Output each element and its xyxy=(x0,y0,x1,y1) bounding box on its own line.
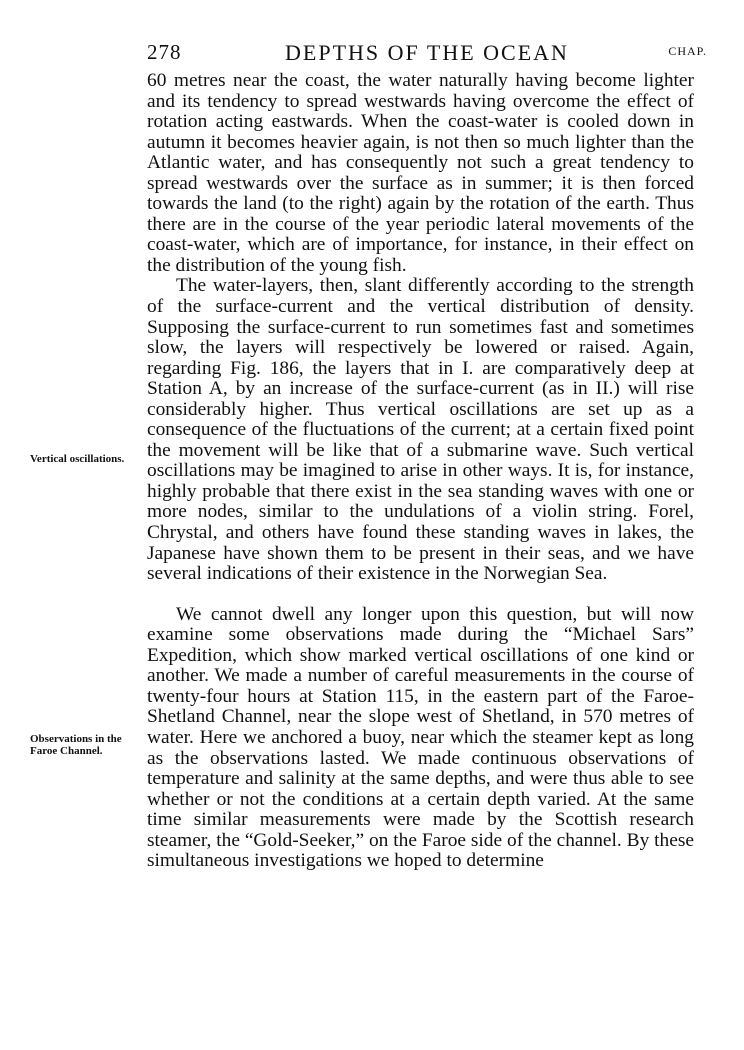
margin-note-vertical-oscillations: Vertical oscillations. xyxy=(30,453,125,465)
paragraph-observations: We cannot dwell any longer upon this question, but will now examine some observations made during the “Michael Sars” Expedition, which show marked vertical oscillations of one kind or another. We made a number of careful measurements in the course of twenty-four hours at Station 115, in the eastern part of the Faroe-Shetland Channel, near the slope west of Shetland, in 570 metres of water. Here we anchored a buoy, near which the steamer kept as long as the observations lasted. We made continuous observations of temperature and salinity at the same depths, and were thus able to see whether or not the conditions at a certain depth varied. At the same time similar measurements were made by the Scottish research steamer, the “Gold-Seeker,” on the Faroe side of the channel. By these simultaneous investigations we hoped to determine xyxy=(147,603,694,872)
paragraph-water-layers: The water-layers, then, slant differently according to the strength of the surface-current and the vertical distribution of density. Supposing the surface-current to run sometimes fast and sometimes slow, the layers will respectively be lowered or raised. Again, regarding Fig. 186, the layers that in I. are comparatively deep at Station A, by an increase of the surface-current (as in II.) will rise considerably higher. Thus vertical oscillations are set up as a consequence of the fluctuations of the current; at a certain fixed point the movement will be like that of a submarine wave. Such vertical oscillations may be imagined to arise in other ways. It is, for instance, highly probable that there exist in the sea standing waves with one or more nodes, similar to the undulations of a violin string. Forel, Chrystal, and others have found these standing waves in lakes, the Japanese have shown them to be present in their seas, and we have several indications of their existence in the Norwegian Sea. xyxy=(147,275,694,585)
page-number: 278 xyxy=(147,40,182,64)
running-header xyxy=(147,40,707,66)
margin-note-faroe-channel: Observations in the Faroe Channel. xyxy=(30,733,122,757)
body-text xyxy=(147,71,694,872)
paragraph-coast-water: 60 metres near the coast, the water naturally having become lighter and its tendency to spread westwards having overcome the effect of rotation acting eastwards. When the coast-water is cooled down in autumn it becomes heavier again, is not then so much lighter than the Atlantic water, and has consequently not such a great tendency to spread westwards over the surface as in summer; it is then forced towards the land (to the right) again by the rotation of the earth. Thus there are in the course of the year periodic lateral movements of the coast-water, which are of importance, for instance, in their effect on the distribution of the young fish. xyxy=(147,70,694,276)
chapter-abbreviation: CHAP. xyxy=(668,44,707,58)
running-title: DEPTHS OF THE OCEAN xyxy=(285,40,569,65)
